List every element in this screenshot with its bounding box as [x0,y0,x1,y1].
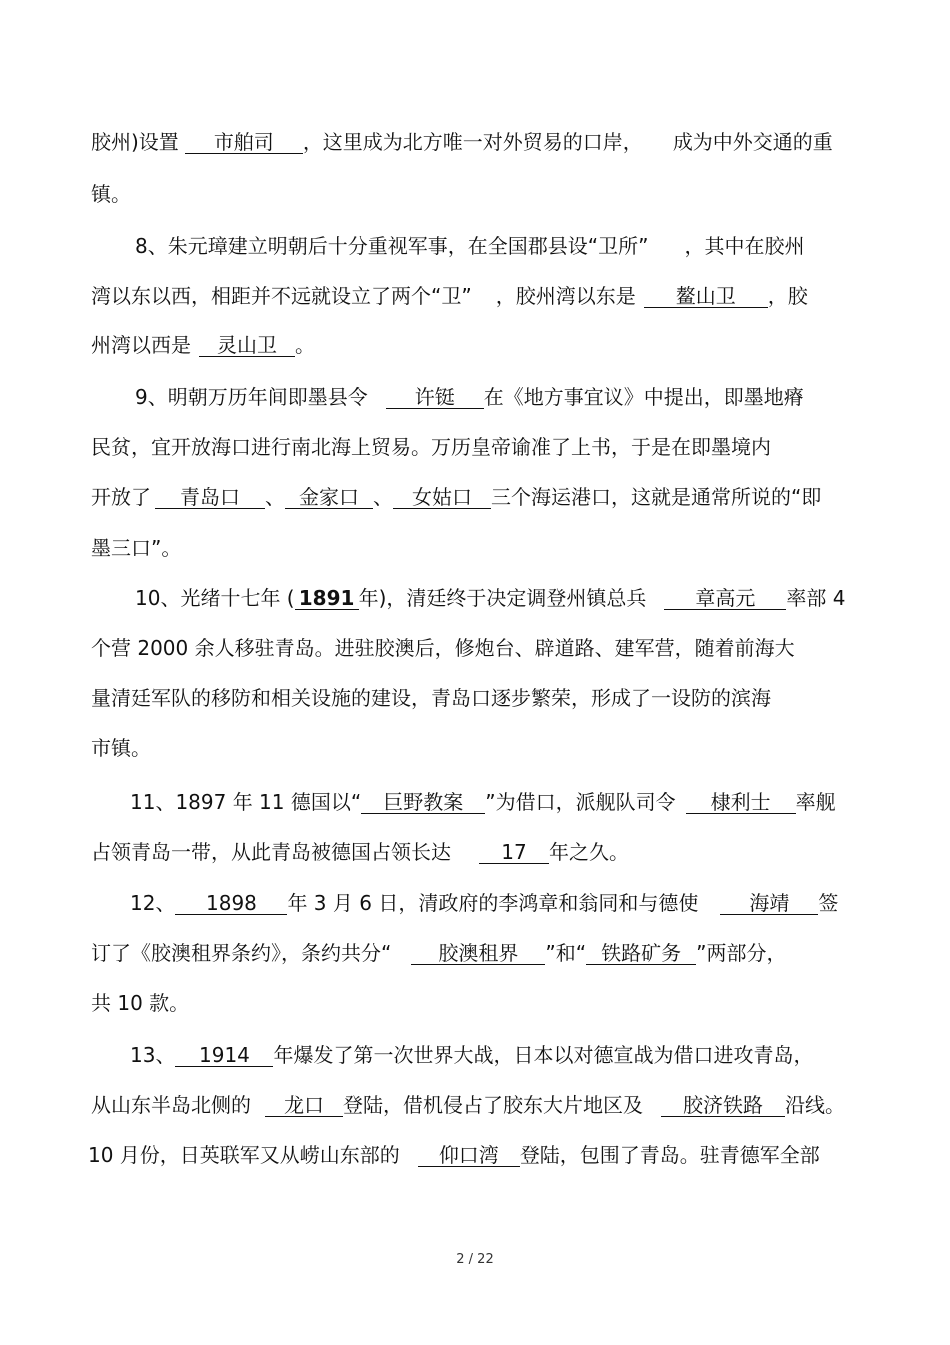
q12-blank-1 [175,892,287,915]
q8-blank-1 [644,285,768,308]
q12-answer-2: 海靖 [749,891,790,915]
q11-text-c: 率舰 [795,790,836,814]
q9-text-b: 在《地方事宜议》中提出，即墨地瘠 [483,385,804,409]
q8-line-3 [91,332,315,358]
q10-answer-1: 1891 [298,586,355,610]
q11-blank-2 [686,791,796,814]
q12-text-e: ”和“ [545,941,587,965]
q10-blank-1 [295,587,359,610]
q11-answer-3: 17 [501,840,527,864]
q11-text-e: 年之久。 [549,840,629,864]
q12-text-d: 订了《胶澳租界条约》，条约共分“ [91,941,392,965]
q9-answer-1: 许铤 [414,385,455,409]
q12-blank-2 [720,892,818,915]
q10-text-f: 市镇。 [91,736,151,760]
q9-blank-3 [285,486,373,509]
q12-text-c: 签 [818,891,839,915]
q10-line-4 [91,735,151,761]
q8-text-d: ，胶州湾以东是 [495,284,636,308]
q10-text-b: 年)，清廷终于决定调登州镇总兵 [358,586,647,610]
q10-text-e: 量清廷军队的移防和相关设施的建设，青岛口逐步繁荣，形成了一设防的滨海 [91,686,771,710]
q11-text-a: 11、1897 年 11 德国以“ [130,790,362,814]
q8-answer-2: 灵山卫 [217,333,277,357]
q12-answer-1: 1898 [206,891,257,915]
q12-text-a: 12、 [130,891,176,915]
q12-answer-4: 铁路矿务 [601,941,682,965]
q11-text-b: ”为借口，派舰队司令 [485,790,676,814]
q13-answer-2: 龙口 [284,1093,324,1117]
q7-text-c: 成为中外交通的重 [672,130,833,154]
q12-text-b: 年 3 月 6 日，清政府的李鸿章和翁同和与德使 [287,891,699,915]
q9-line-1 [135,384,804,410]
q13-answer-3: 胶济铁路 [683,1093,763,1117]
q13-line-3 [88,1142,820,1168]
q11-line-1 [130,789,836,815]
page-number: 2 / 22 [456,1252,494,1267]
q10-line-1 [135,585,846,611]
q9-blank-4 [393,486,491,509]
q12-line-2 [91,940,786,966]
q8-text-b: ，其中在胶州 [684,234,805,258]
q12-answer-3: 胶澳租界 [438,941,519,965]
q13-line-1 [130,1042,813,1068]
q9-blank-1 [386,386,484,409]
q7-line-2 [91,181,131,207]
q13-blank-1 [175,1044,273,1067]
q9-sep-2: 、 [373,485,393,509]
q8-text-g: 。 [295,333,315,357]
q12-line-3 [91,990,189,1016]
q12-text-g: 共 10 款。 [91,991,190,1015]
q13-text-e: 沿线。 [785,1093,845,1117]
q8-answer-1: 鳌山卫 [675,284,736,308]
q9-line-3 [91,484,821,510]
q11-blank-1 [361,791,485,814]
q10-text-c: 率部 4 [786,586,846,610]
q12-blank-4 [586,942,696,965]
q7-answer-1: 市舶司 [213,130,274,154]
q8-line-2 [91,283,808,309]
q9-text-d: 开放了 [91,485,151,509]
q9-answer-4: 女姑口 [412,485,472,509]
q9-text-c: 民贫，宜开放海口进行南北海上贸易。万历皇帝谕准了上书，于是在即墨境内 [91,435,771,459]
q10-text-a: 10、光绪十七年 ( [135,586,295,610]
q10-answer-2: 章高元 [695,586,756,610]
q13-text-c: 从山东半岛北侧的 [91,1093,251,1117]
q7-text-d: 镇。 [91,182,131,206]
q7-text-b: ，这里成为北方唯一对外贸易的口岸， [302,130,643,154]
q8-text-e: ，胶 [767,284,808,308]
q10-line-2 [91,635,795,661]
q12-line-1 [130,890,838,916]
q13-text-g: 登陆，包围了青岛。驻青德军全部 [519,1143,820,1167]
q13-text-f: 10 月份，日英联军又从崂山东部的 [88,1143,400,1167]
q13-blank-2 [265,1094,343,1117]
q10-line-3 [91,685,771,711]
q8-blank-2 [199,334,295,357]
q11-answer-1: 巨野教案 [383,790,464,814]
q9-text-e: 三个海运港口，这就是通常所说的“即 [491,485,822,509]
q7-line-1 [91,129,833,155]
q13-blank-4 [418,1144,520,1167]
q11-blank-3 [479,841,549,864]
q11-answer-2: 棣利士 [710,790,771,814]
q9-sep-1: 、 [265,485,285,509]
q9-text-f: 墨三口”。 [91,536,182,560]
q9-text-a: 9、明朝万历年间即墨县令 [135,385,368,409]
q11-line-2 [91,839,629,865]
q13-blank-3 [661,1094,785,1117]
q8-text-a: 8、朱元璋建立明朝后十分重视军事，在全国郡县设“卫所” [135,234,649,258]
q8-line-1 [135,233,804,259]
q11-text-d: 占领青岛一带，从此青岛被德国占领长达 [91,840,451,864]
q10-blank-2 [664,587,786,610]
q13-line-2 [91,1092,845,1118]
q10-text-d: 个营 2000 余人移驻青岛。进驻胶澳后，修炮台、辟道路、建军营，随着前海大 [91,636,795,660]
q13-answer-4: 仰口湾 [438,1143,499,1167]
q13-text-a: 13、 [130,1043,176,1067]
q8-text-f: 州湾以西是 [91,333,191,357]
q9-blank-2 [155,486,265,509]
q8-text-c: 湾以东以西，相距并不远就设立了两个“卫” [91,284,472,308]
q7-text-a: 胶州)设置 [91,130,179,154]
q9-answer-3: 金家口 [299,485,359,509]
q9-line-2 [91,434,771,460]
q9-line-4 [91,535,181,561]
q12-blank-3 [411,942,545,965]
q13-text-d: 登陆，借机侵占了胶东大片地区及 [343,1093,643,1117]
q12-text-f: ”两部分， [696,941,787,965]
q13-answer-1: 1914 [199,1043,250,1067]
q7-blank-1 [185,131,303,154]
q9-answer-2: 青岛口 [180,485,240,509]
q13-text-b: 年爆发了第一次世界大战，日本以对德宣战为借口进攻青岛， [273,1043,814,1067]
